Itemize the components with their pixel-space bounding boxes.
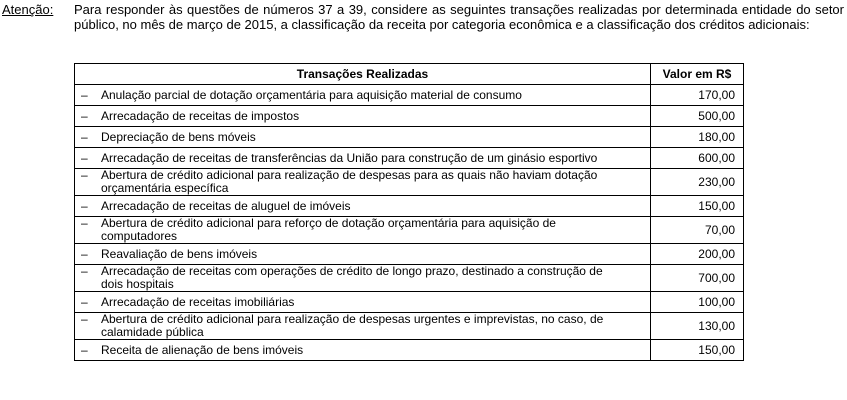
- table-row: [75, 340, 744, 361]
- transaction-description-cell: [75, 265, 651, 292]
- dash-bullet: –: [81, 294, 88, 309]
- table-row: [75, 244, 744, 265]
- transaction-description: Arrecadação de receitas de impostos: [101, 108, 300, 123]
- transaction-description-cell: [75, 196, 651, 217]
- transaction-description: Arrecadação de receitas de transferências da União para construção de um ginásio esportivo: [101, 150, 598, 165]
- dash-bullet: –: [81, 168, 88, 182]
- transaction-description: Arrecadação de receitas de aluguel de imóveis: [101, 198, 351, 213]
- attention-label: Atenção:: [2, 2, 54, 17]
- transaction-value: 150,00: [651, 340, 744, 361]
- transaction-description-cell: [75, 313, 651, 340]
- transaction-value: 130,00: [651, 313, 744, 340]
- dash-bullet: –: [81, 312, 88, 326]
- dash-bullet: –: [81, 246, 88, 261]
- dash-bullet: –: [81, 342, 88, 357]
- transaction-description-cell: [75, 148, 651, 169]
- table-row: [75, 169, 744, 196]
- transaction-description: Arrecadação de receitas imobiliárias: [101, 294, 295, 309]
- transaction-description-cell: [75, 127, 651, 148]
- dash-bullet: –: [81, 264, 88, 278]
- table-row: [75, 217, 744, 244]
- transaction-description-cell: [75, 292, 651, 313]
- transaction-value: 170,00: [651, 85, 744, 106]
- table-row: [75, 292, 744, 313]
- transaction-value: 230,00: [651, 169, 744, 196]
- transaction-description: Anulação parcial de dotação orçamentária para aquisição material de consumo: [101, 87, 522, 102]
- transaction-description-cell: [75, 85, 651, 106]
- transaction-description: Receita de alienação de bens imóveis: [101, 342, 304, 357]
- transaction-value: 500,00: [651, 106, 744, 127]
- transaction-description: Abertura de crédito adicional para realização de despesas urgentes e imprevistas, no caso, de calamidade pública: [101, 312, 604, 339]
- table-row: [75, 265, 744, 292]
- header-value: Valor em R$: [651, 64, 744, 85]
- transaction-value: 150,00: [651, 196, 744, 217]
- transaction-value: 600,00: [651, 148, 744, 169]
- transaction-description: Depreciação de bens móveis: [101, 129, 256, 144]
- dash-bullet: –: [81, 216, 88, 230]
- dash-bullet: –: [81, 150, 88, 165]
- transaction-description: Abertura de crédito adicional para reforço de dotação orçamentária para aquisição de computadores: [101, 216, 556, 243]
- table-header-row: [75, 64, 744, 85]
- transaction-value: 200,00: [651, 244, 744, 265]
- transaction-description-cell: [75, 106, 651, 127]
- dash-bullet: –: [81, 87, 88, 102]
- transaction-description: Arrecadação de receitas com operações de crédito de longo prazo, destinado a construção de dois hospitais: [101, 264, 603, 291]
- transactions-table: [74, 63, 744, 361]
- dash-bullet: –: [81, 108, 88, 123]
- table-row: [75, 106, 744, 127]
- transaction-value: 70,00: [651, 217, 744, 244]
- table-row: [75, 127, 744, 148]
- table-row: [75, 148, 744, 169]
- transaction-description: Abertura de crédito adicional para realização de despesas para as quais não haviam dotação orçamentária específica: [101, 168, 598, 195]
- transaction-description-cell: [75, 169, 651, 196]
- intro-paragraph: Para responder às questões de números 37 a 39, considere as seguintes transações realizadas por determinada entidade do setor público, no mês de março de 2015, a classificação da receita por categoria econômica e a classificação dos créditos adicionais:: [74, 2, 844, 32]
- transaction-description: Reavaliação de bens imóveis: [101, 246, 258, 261]
- dash-bullet: –: [81, 198, 88, 213]
- dash-bullet: –: [81, 129, 88, 144]
- transaction-description-cell: [75, 217, 651, 244]
- transaction-value: 180,00: [651, 127, 744, 148]
- table-row: [75, 196, 744, 217]
- header-transactions: Transações Realizadas: [75, 64, 651, 85]
- transaction-description-cell: [75, 244, 651, 265]
- transaction-value: 100,00: [651, 292, 744, 313]
- table-row: [75, 85, 744, 106]
- transaction-value: 700,00: [651, 265, 744, 292]
- table-row: [75, 313, 744, 340]
- transaction-description-cell: [75, 340, 651, 361]
